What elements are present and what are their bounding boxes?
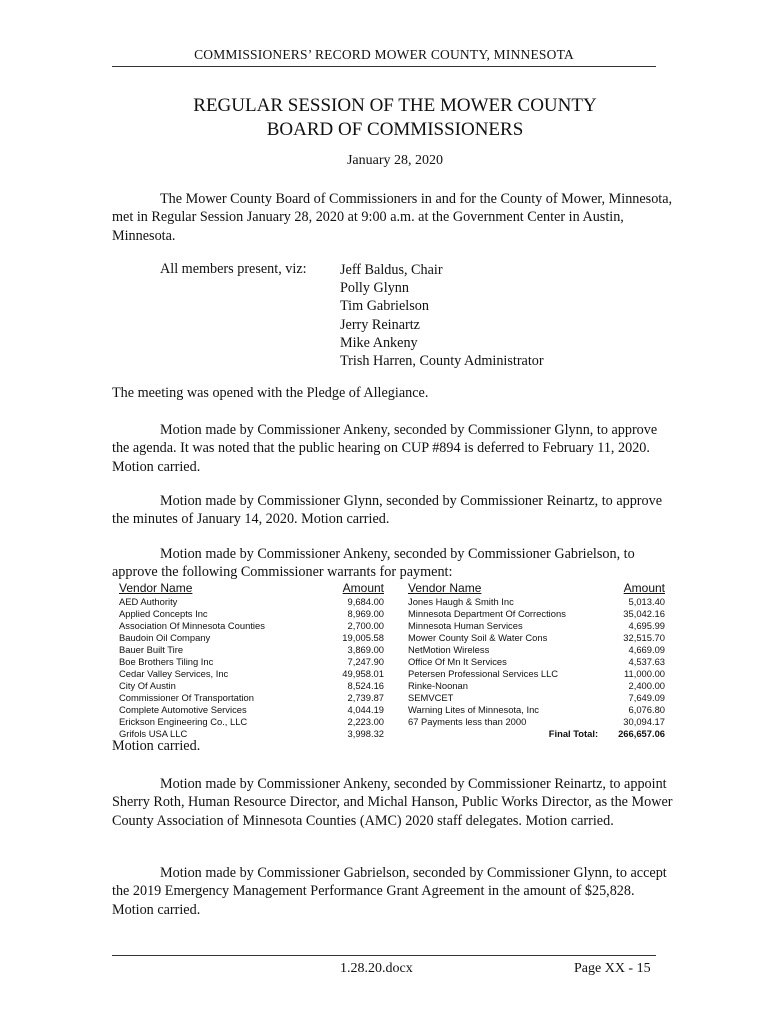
warrant-amount: 49,958.01 [342, 668, 384, 679]
warrant-amount: 2,739.87 [347, 692, 384, 703]
warrant-amount: 2,223.00 [347, 716, 384, 727]
warrant-row [408, 632, 665, 644]
vendor-name: City Of Austin [119, 680, 176, 691]
warrant-row [119, 620, 384, 632]
vendor-name: Erickson Engineering Co., LLC [119, 716, 248, 727]
warrant-row [119, 692, 384, 704]
motion-agenda: Motion made by Commissioner Ankeny, seconded by Commissioner Glynn, to approve the agenda. It was noted that the public hearing on CUP #894 is deferred to February 11, 2020. Motion carried. [112, 422, 658, 475]
vendor-name: Baudoin Oil Company [119, 632, 211, 643]
intro-paragraph: The Mower County Board of Commissioners in and for the County of Mower, Minnesota, met in Regular Session January 28, 2020 at 9:00 a.m. at the Government Center in Austin, Minnesota. [112, 191, 673, 244]
motion-minutes: Motion made by Commissioner Glynn, seconded by Commissioner Reinartz, to approve the minutes of January 14, 2020. Motion carried. [112, 493, 663, 528]
warrant-amount: 8,969.00 [347, 608, 384, 619]
warrant-amount: 3,998.32 [347, 728, 384, 739]
warrants-result: Motion carried. [112, 738, 201, 754]
member-name: Polly Glynn [340, 280, 409, 297]
warrant-row [119, 704, 384, 716]
motion-grant: Motion made by Commissioner Gabrielson, seconded by Commissioner Glynn, to accept the 2019 Emergency Management Performance Grant Agreement in the amount of $25,828. Motion carried. [112, 865, 667, 918]
warrant-amount: 4,695.99 [628, 620, 665, 631]
warrant-row [119, 668, 384, 680]
motion-warrants: Motion made by Commissioner Ankeny, seconded by Commissioner Gabrielson, to approve the following Commissioner warrants for payment: [112, 546, 635, 581]
warrant-row [408, 608, 665, 620]
warrant-row [408, 716, 665, 728]
members-list [340, 261, 544, 370]
vendor-name: Minnesota Human Services [408, 620, 523, 631]
vendor-name: 67 Payments less than 2000 [408, 716, 527, 727]
amount-header: Amount [623, 581, 665, 595]
vendor-name: Association Of Minnesota Counties [119, 620, 265, 631]
vendor-name: Office Of Mn It Services [408, 656, 507, 667]
vendor-name: SEMVCET [408, 692, 454, 703]
warrant-amount: 4,669.09 [628, 644, 665, 655]
warrant-amount: 2,700.00 [347, 620, 384, 631]
warrant-amount: 19,005.58 [342, 632, 384, 643]
warrant-amount: 2,400.00 [628, 680, 665, 691]
warrant-row [408, 656, 665, 668]
vendor-name: Warning Lites of Minnesota, Inc [408, 704, 539, 715]
warrant-row [408, 644, 665, 656]
vendor-name: Complete Automotive Services [119, 704, 247, 715]
warrant-row [119, 644, 384, 656]
session-date: January 28, 2020 [346, 153, 444, 168]
warrant-amount: 11,000.00 [623, 668, 665, 679]
member-name: Trish Harren, County Administrator [340, 353, 544, 370]
warrant-amount: 5,013.40 [628, 596, 665, 607]
warrants-header [119, 581, 384, 596]
motion-amc-delegates: Motion made by Commissioner Ankeny, seconded by Commissioner Reinartz, to appoint Sherry Roth, Human Resource Director, and Michal Hanson, Public Works Director, as the Mower County Association of Minnesota Counties (AMC) 2020 staff delegates. Motion carried. [112, 776, 673, 829]
warrant-row [408, 692, 665, 704]
member-name: Jerry Reinartz [340, 316, 420, 333]
vendor-name: AED Authority [119, 596, 178, 607]
warrant-row [408, 680, 665, 692]
member-name: Tim Gabrielson [340, 298, 429, 315]
warrant-row [119, 716, 384, 728]
footer-page-number: Page XX - 15 [574, 961, 651, 976]
warrant-amount: 7,649.09 [628, 692, 665, 703]
warrant-row [119, 656, 384, 668]
warrant-amount: 6,076.80 [628, 704, 665, 715]
header-rule [112, 66, 656, 67]
warrants-header [408, 581, 665, 596]
vendor-name: Mower County Soil & Water Cons [408, 632, 548, 643]
warrant-amount: 32,515.70 [623, 632, 665, 643]
vendor-name-header: Vendor Name [119, 581, 193, 595]
members-label: All members present, viz: [160, 261, 307, 277]
warrant-amount: 7,247.90 [347, 656, 384, 667]
vendor-name: Petersen Professional Services LLC [408, 668, 559, 679]
warrant-amount: 3,869.00 [347, 644, 384, 655]
vendor-name: NetMotion Wireless [408, 644, 490, 655]
footer-rule [112, 955, 656, 956]
warrant-row [408, 668, 665, 680]
member-name: Mike Ankeny [340, 334, 418, 351]
warrants-column-left [119, 581, 384, 740]
vendor-name: Commissioner Of Transportation [119, 692, 254, 703]
amount-header: Amount [342, 581, 384, 595]
vendor-name: Minnesota Department Of Corrections [408, 608, 566, 619]
vendor-name: Boe Brothers Tiling Inc [119, 656, 214, 667]
title-line-1: REGULAR SESSION OF THE MOWER COUNTY [193, 95, 597, 116]
warrant-row [408, 596, 665, 608]
warrants-column-right [408, 581, 665, 740]
vendor-name: Applied Concepts Inc [119, 608, 208, 619]
warrant-amount: 35,042.16 [623, 608, 665, 619]
warrant-amount: 4,537.63 [628, 656, 665, 667]
warrant-row [119, 632, 384, 644]
footer-filename: 1.28.20.docx [340, 961, 413, 976]
running-header: COMMISSIONERS’ RECORD MOWER COUNTY, MINNESOTA [194, 47, 574, 62]
vendor-name: Jones Haugh & Smith Inc [408, 596, 514, 607]
pledge-paragraph: The meeting was opened with the Pledge of Allegiance. [112, 385, 429, 401]
warrant-amount: 4,044.19 [347, 704, 384, 715]
document-title [112, 94, 678, 142]
vendor-name: Bauer Built Tire [119, 644, 184, 655]
warrant-row [119, 608, 384, 620]
warrant-amount: 8,524.16 [347, 680, 384, 691]
member-name: Jeff Baldus, Chair [340, 262, 443, 278]
warrant-row [408, 620, 665, 632]
final-total-label: Final Total: [548, 728, 599, 739]
vendor-name: Grifols USA LLC [119, 728, 188, 739]
warrant-amount: 30,094.17 [623, 716, 665, 727]
vendor-name: Rinke-Noonan [408, 680, 468, 691]
warrant-amount: 9,684.00 [347, 596, 384, 607]
warrant-row [119, 596, 384, 608]
warrant-row [119, 680, 384, 692]
vendor-name: Cedar Valley Services, Inc [119, 668, 229, 679]
title-line-2: BOARD OF COMMISSIONERS [266, 119, 524, 140]
warrant-row [408, 704, 665, 716]
final-total-amount: 266,657.06 [618, 728, 665, 739]
vendor-name-header: Vendor Name [408, 581, 482, 595]
